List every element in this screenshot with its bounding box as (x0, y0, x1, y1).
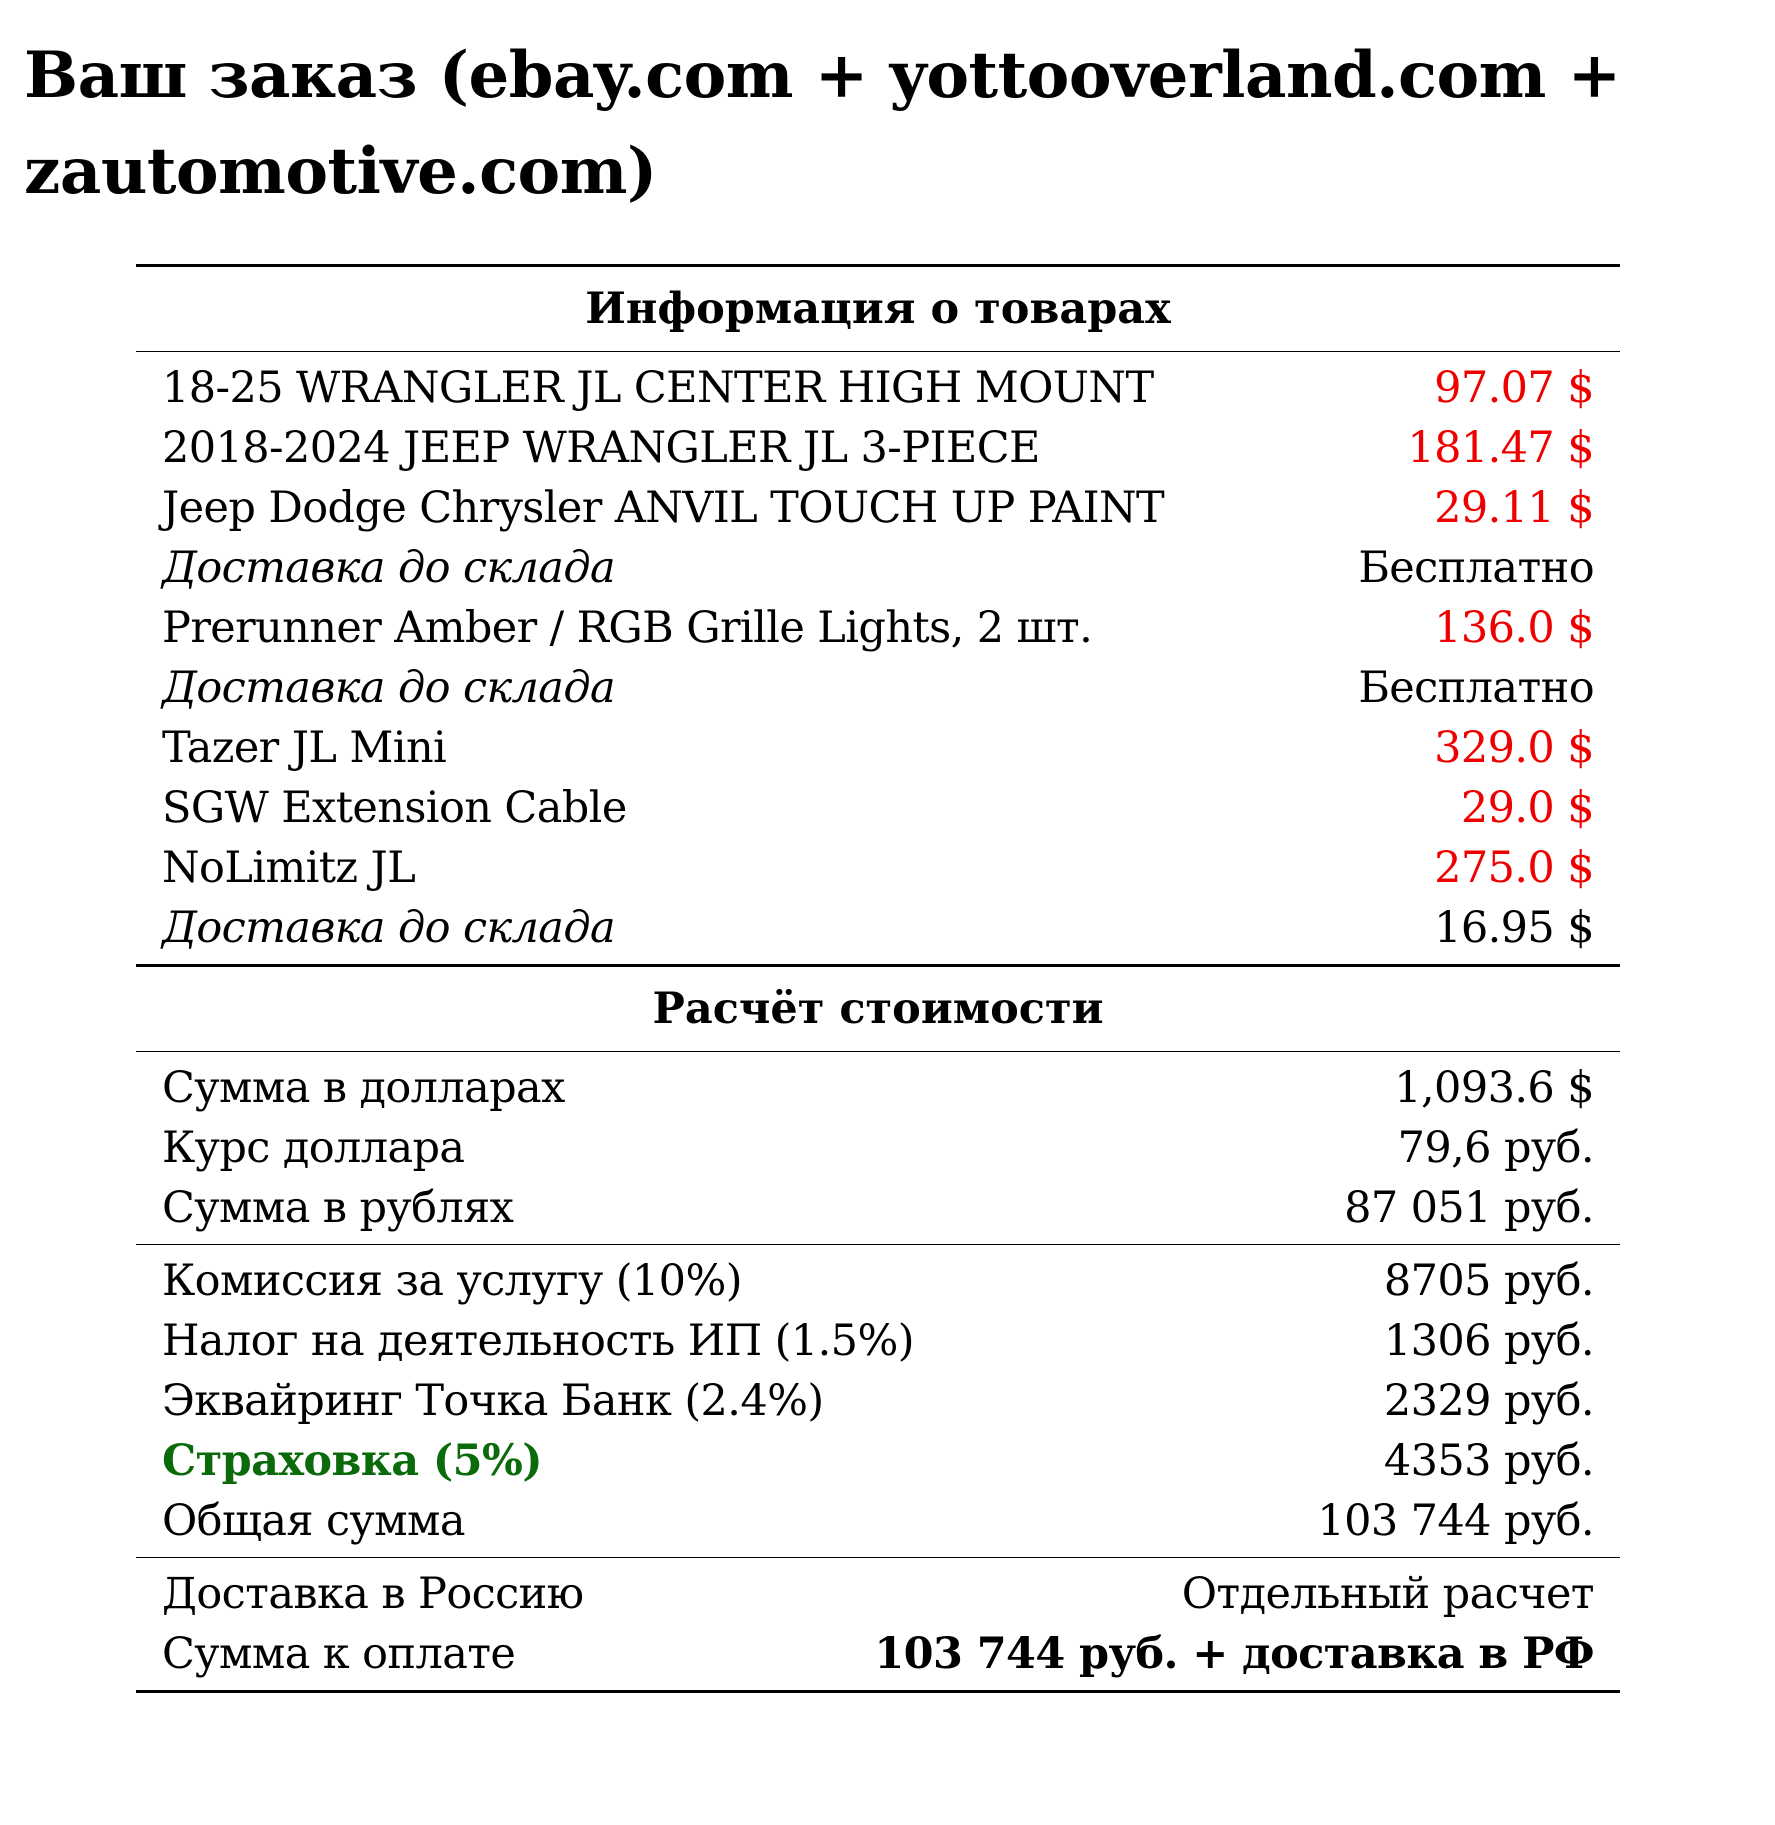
row-value: Отдельный расчет (1181, 1569, 1594, 1619)
product-price: 29.0 $ (1460, 783, 1594, 833)
row-label: Сумма к оплате (162, 1629, 516, 1679)
shipping-label: Доставка до склада (162, 663, 616, 713)
shipping-value: Бесплатно (1358, 663, 1594, 713)
conversion-list (136, 1052, 1620, 1244)
row-value: 2329 руб. (1383, 1376, 1594, 1426)
sum-usd-row (136, 1058, 1620, 1118)
row-value: 79,6 руб. (1397, 1123, 1594, 1173)
row-label: Сумма в долларах (162, 1063, 565, 1113)
product-row-sgw-cable (136, 778, 1620, 838)
row-label: Курс доллара (162, 1123, 465, 1173)
product-price: 275.0 $ (1434, 843, 1594, 893)
russia-shipping-row (136, 1564, 1620, 1624)
product-row-grille-lights (136, 598, 1620, 658)
total-row (136, 1491, 1620, 1551)
warehouse-shipping-row (136, 898, 1620, 958)
product-row-3-piece (136, 418, 1620, 478)
row-label: Налог на деятельность ИП (1.5%) (162, 1316, 914, 1366)
product-price: 329.0 $ (1434, 723, 1594, 773)
row-value: 103 744 руб. (1317, 1496, 1594, 1546)
product-price: 97.07 $ (1434, 363, 1594, 413)
exchange-rate-row (136, 1118, 1620, 1178)
calculation-heading: Расчёт стоимости (652, 984, 1104, 1034)
product-price: 181.47 $ (1407, 423, 1594, 473)
product-name: 18-25 WRANGLER JL CENTER HIGH MOUNT (162, 363, 1154, 413)
row-label: Сумма в рублях (162, 1183, 514, 1233)
sum-rub-row (136, 1178, 1620, 1238)
shipping-label: Доставка до склада (162, 543, 616, 593)
row-label: Доставка в Россию (162, 1569, 584, 1619)
tax-row (136, 1311, 1620, 1371)
acquiring-row (136, 1371, 1620, 1431)
products-list (136, 352, 1620, 964)
page-title: Ваш заказ (ebay.com + yottooverland.com + zautomotive.com) (24, 38, 1621, 209)
insurance-row (136, 1431, 1620, 1491)
fees-list (136, 1245, 1620, 1557)
shipping-label: Доставка до склада (162, 903, 616, 953)
row-value: 87 051 руб. (1344, 1183, 1594, 1233)
warehouse-shipping-row (136, 658, 1620, 718)
shipping-value: 16.95 $ (1434, 903, 1594, 953)
product-name: Prerunner Amber / RGB Grille Lights, 2 шт. (162, 603, 1093, 653)
insurance-label: Страховка (5%) (162, 1436, 542, 1486)
product-price: 29.11 $ (1434, 483, 1594, 533)
row-label: Общая сумма (162, 1496, 465, 1546)
shipping-value: Бесплатно (1358, 543, 1594, 593)
product-name: Tazer JL Mini (162, 723, 447, 773)
final-list (136, 1558, 1620, 1690)
warehouse-shipping-row (136, 538, 1620, 598)
row-label: Эквайринг Точка Банк (2.4%) (162, 1376, 824, 1426)
row-value: 4353 руб. (1383, 1436, 1594, 1486)
amount-due-row (136, 1624, 1620, 1684)
row-value: 1306 руб. (1383, 1316, 1594, 1366)
order-summary-table (136, 264, 1620, 1693)
product-row-tazer-mini (136, 718, 1620, 778)
row-value: 1,093.6 $ (1394, 1063, 1594, 1113)
product-row-center-high-mount (136, 358, 1620, 418)
product-name: 2018-2024 JEEP WRANGLER JL 3-PIECE (162, 423, 1040, 473)
row-value: 8705 руб. (1383, 1256, 1594, 1306)
service-fee-row (136, 1251, 1620, 1311)
product-name: NoLimitz JL (162, 843, 416, 893)
table-bottom-rule (136, 1690, 1620, 1693)
product-name: Jeep Dodge Chrysler ANVIL TOUCH UP PAINT (162, 483, 1165, 533)
products-heading: Информация о товарах (585, 284, 1171, 334)
amount-due-value: 103 744 руб. + доставка в РФ (874, 1629, 1594, 1679)
product-row-touch-up-paint (136, 478, 1620, 538)
row-label: Комиссия за услугу (10%) (162, 1256, 742, 1306)
product-price: 136.0 $ (1434, 603, 1594, 653)
product-name: SGW Extension Cable (162, 783, 627, 833)
product-row-nolimitz (136, 838, 1620, 898)
